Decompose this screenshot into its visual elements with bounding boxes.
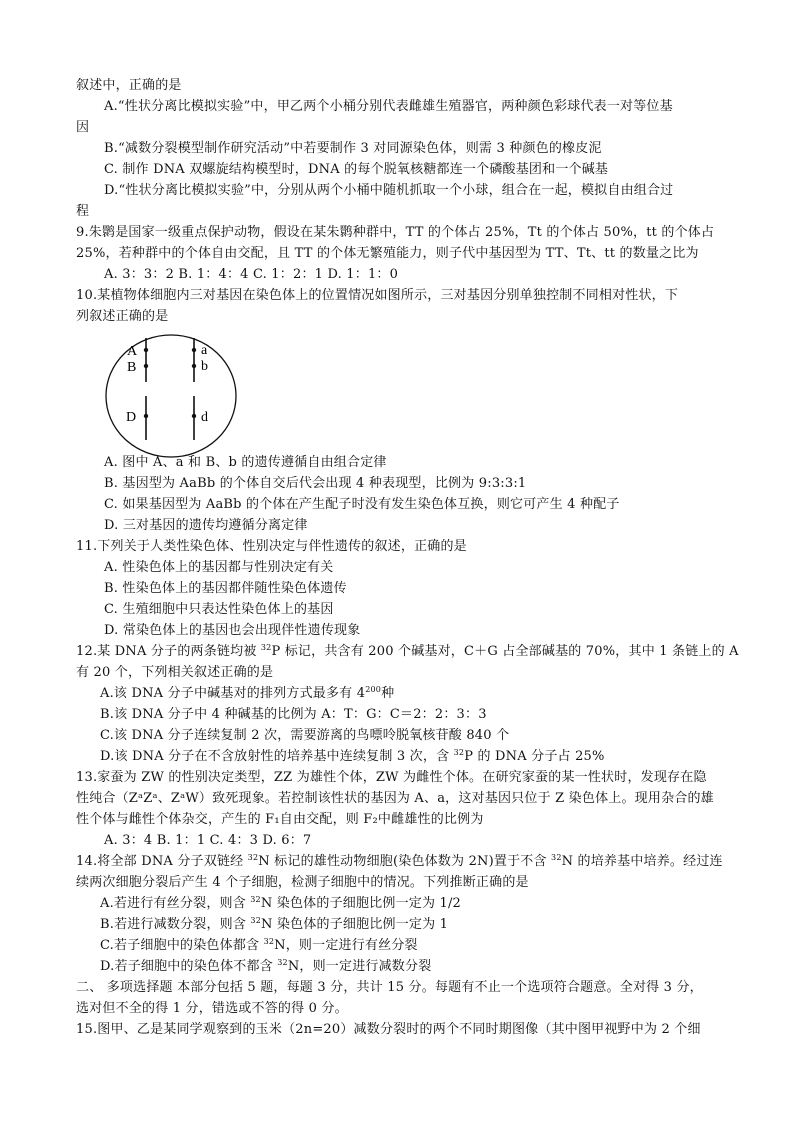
question-9-cont: 25%，若种群中的个体自由交配，且 TT 的个体无繁殖能力，则子代中基因型为 TT、Tt、tt 的数量之比为 — [76, 246, 699, 261]
option-a: A.“性状分离比模拟实验”中，甲乙两个小桶分别代表雌雄生殖器官，两种颜色彩球代表一对等位基 — [104, 99, 673, 114]
option-d: D. 常染色体上的基因也会出现伴性遗传现象 — [104, 623, 361, 638]
question-13-options: A. 3：4 B. 1：1 C. 4：3 D. 6：7 — [104, 833, 312, 848]
gene-label-B: B — [127, 360, 137, 375]
question-15: 15.图甲、乙是某同学观察到的玉米（2n=20）减数分裂时的两个不同时期图像（其中图甲视野中为 2 个细 — [76, 1022, 701, 1037]
option-b: B.该 DNA 分子中 4 种碱基的比例为 A：T：G：C＝2：2：3：3 — [100, 707, 487, 722]
superscript: 200 — [365, 685, 382, 694]
option-b: B. 基因型为 AaBb 的个体自交后代会出现 4 种表现型，比例为 9:3:3:1 — [104, 476, 527, 491]
option-d: D. 三对基因的遗传均遵循分离定律 — [104, 518, 308, 533]
text-run: N 染色体的子细胞比例一定为 1/2 — [260, 896, 462, 911]
option-c: C. 如果基因型为 AaBb 的个体在产生配子时没有发生染色体互换，则它可产生 4 种配子 — [104, 497, 620, 512]
question-13: 13.家蚕为 ZW 的性别决定类型，ZZ 为雄性个体，ZW 为雌性个体。在研究家蚕的某一性状时，发现存在隐 — [76, 770, 707, 785]
text-run: N，则一定进行减数分裂 — [287, 959, 432, 974]
option-d — [100, 957, 431, 977]
option-b — [100, 915, 448, 935]
superscript: 32 — [277, 958, 288, 967]
gene-label-a: a — [201, 343, 208, 358]
text-run: P 标记，共含有 200 个碱基对，C＋G 占全部碱基的 70%，其中 1 条链上的 A — [271, 644, 739, 659]
locus-dot — [144, 364, 148, 368]
question-13-cont: 性个体与雌性个体杂交，产生的 F₁自由交配，则 F₂中雌雄性的比例为 — [76, 812, 484, 827]
superscript: 32 — [453, 748, 465, 757]
option-b: B.“减数分裂模型制作研究活动”中若要制作 3 对同源染色体，则需 3 种颜色的橡皮泥 — [104, 141, 602, 156]
text-run: N，则一定进行有丝分裂 — [274, 938, 418, 953]
chromosome-diagram — [105, 334, 239, 458]
question-11: 11.下列关于人类性染色体、性别决定与伴性遗传的叙述，正确的是 — [76, 539, 467, 554]
option-b: B. 性染色体上的基因都伴随性染色体遗传 — [104, 581, 347, 596]
locus-dot — [192, 414, 196, 418]
text-run: D.该 DNA 分子在不含放射性的培养基中连续复制 3 次，含 — [100, 749, 454, 764]
text-run: B.若进行减数分裂，则含 — [100, 917, 251, 932]
question-14 — [76, 852, 723, 872]
text-run: P 的 DNA 分子占 25% — [464, 749, 605, 764]
text-run: N 标记的雄性动物细胞(染色体数为 2N)置于不含 — [258, 854, 552, 869]
option-c: C.该 DNA 分子连续复制 2 次，需要游离的鸟嘌呤脱氧核苷酸 840 个 — [100, 728, 510, 743]
option-a: A. 图中 A、a 和 B、b 的遗传遵循自由组合定律 — [104, 455, 387, 470]
locus-dot — [192, 364, 196, 368]
gene-label-D: D — [126, 410, 137, 425]
question-9-options: A. 3：3：2 B. 1：4：4 C. 1：2：1 D. 1：1：0 — [104, 267, 399, 282]
option-a: A. 性染色体上的基因都与性别决定有关 — [104, 560, 334, 575]
cell-outline — [106, 335, 236, 457]
option-d: D.“性状分离比模拟实验”中，分别从两个小桶中随机抓取一个小球，组合在一起，模拟自由组合过 — [104, 183, 674, 198]
text-run: 14.将全部 DNA 分子双链经 — [76, 854, 248, 869]
text-run: A.若进行有丝分裂，则含 — [100, 896, 251, 911]
text-run: C.若子细胞中的染色体都含 — [100, 938, 264, 953]
gene-label-b: b — [201, 359, 208, 374]
option-c: C. 制作 DNA 双螺旋结构模型时，DNA 的每个脱氧核糖都连一个磷酸基团和一个碱基 — [104, 162, 609, 177]
question-10: 10.某植物体细胞内三对基因在染色体上的位置情况如图所示，三对基因分别单独控制不同相对性状，下 — [76, 288, 679, 303]
superscript: 32 — [260, 643, 272, 652]
question-13-cont: 性纯合（ZᵃZᵃ、ZᵃW）致死现象。若控制该性状的基因为 A、a，这对基因只位于 Z 染色体上。现用杂合的雄 — [76, 791, 714, 806]
locus-dot — [144, 348, 148, 352]
superscript: 32 — [263, 937, 275, 946]
gene-label-A: A — [127, 344, 138, 359]
superscript: 32 — [551, 853, 562, 862]
locus-dot — [144, 414, 148, 418]
superscript: 32 — [250, 895, 261, 904]
section-heading-cont: 选对但不全的得 1 分，错选或不答的得 0 分。 — [76, 1001, 348, 1016]
superscript: 32 — [247, 853, 259, 862]
option-d — [100, 747, 605, 767]
superscript: 32 — [250, 916, 262, 925]
option-a — [100, 684, 394, 704]
question-14-cont: 续两次细胞分裂后产生 4 个子细胞，检测子细胞中的情况。下列推断正确的是 — [76, 875, 529, 890]
text-line: 程 — [76, 204, 90, 219]
option-c: C. 生殖细胞中只表达性染色体上的基因 — [104, 602, 334, 617]
locus-dot — [192, 348, 196, 352]
question-10-cont: 列叙述正确的是 — [76, 309, 169, 324]
text-run: 12.某 DNA 分子的两条链均被 — [76, 644, 261, 659]
question-12 — [76, 642, 739, 662]
text-run: N 染色体的子细胞比例一定为 1 — [261, 917, 449, 932]
option-c — [100, 936, 418, 956]
text-run: N 的培养基中培养。经过连 — [561, 854, 723, 869]
question-9: 9.朱鹮是国家一级重点保护动物，假设在某朱鹮种群中，TT 的个体占 25%，Tt 的个体占 50%，tt 的个体占 — [76, 225, 715, 240]
section-heading: 二、 多项选择题 本部分包括 5 题，每题 3 分，共计 15 分。每题有不止一个选项符合题意。全对得 3 分， — [76, 980, 703, 995]
gene-label-d: d — [201, 410, 208, 425]
text-run: A.该 DNA 分子中碱基对的排列方式最多有 4 — [100, 686, 366, 701]
text-line: 因 — [76, 120, 90, 135]
text-run: D.若子细胞中的染色体不都含 — [100, 959, 278, 974]
text-line: 叙述中，正确的是 — [76, 78, 182, 93]
question-12-cont: 有 20 个，下列相关叙述正确的是 — [76, 665, 274, 680]
option-a — [100, 894, 461, 914]
text-run: 种 — [381, 686, 395, 701]
